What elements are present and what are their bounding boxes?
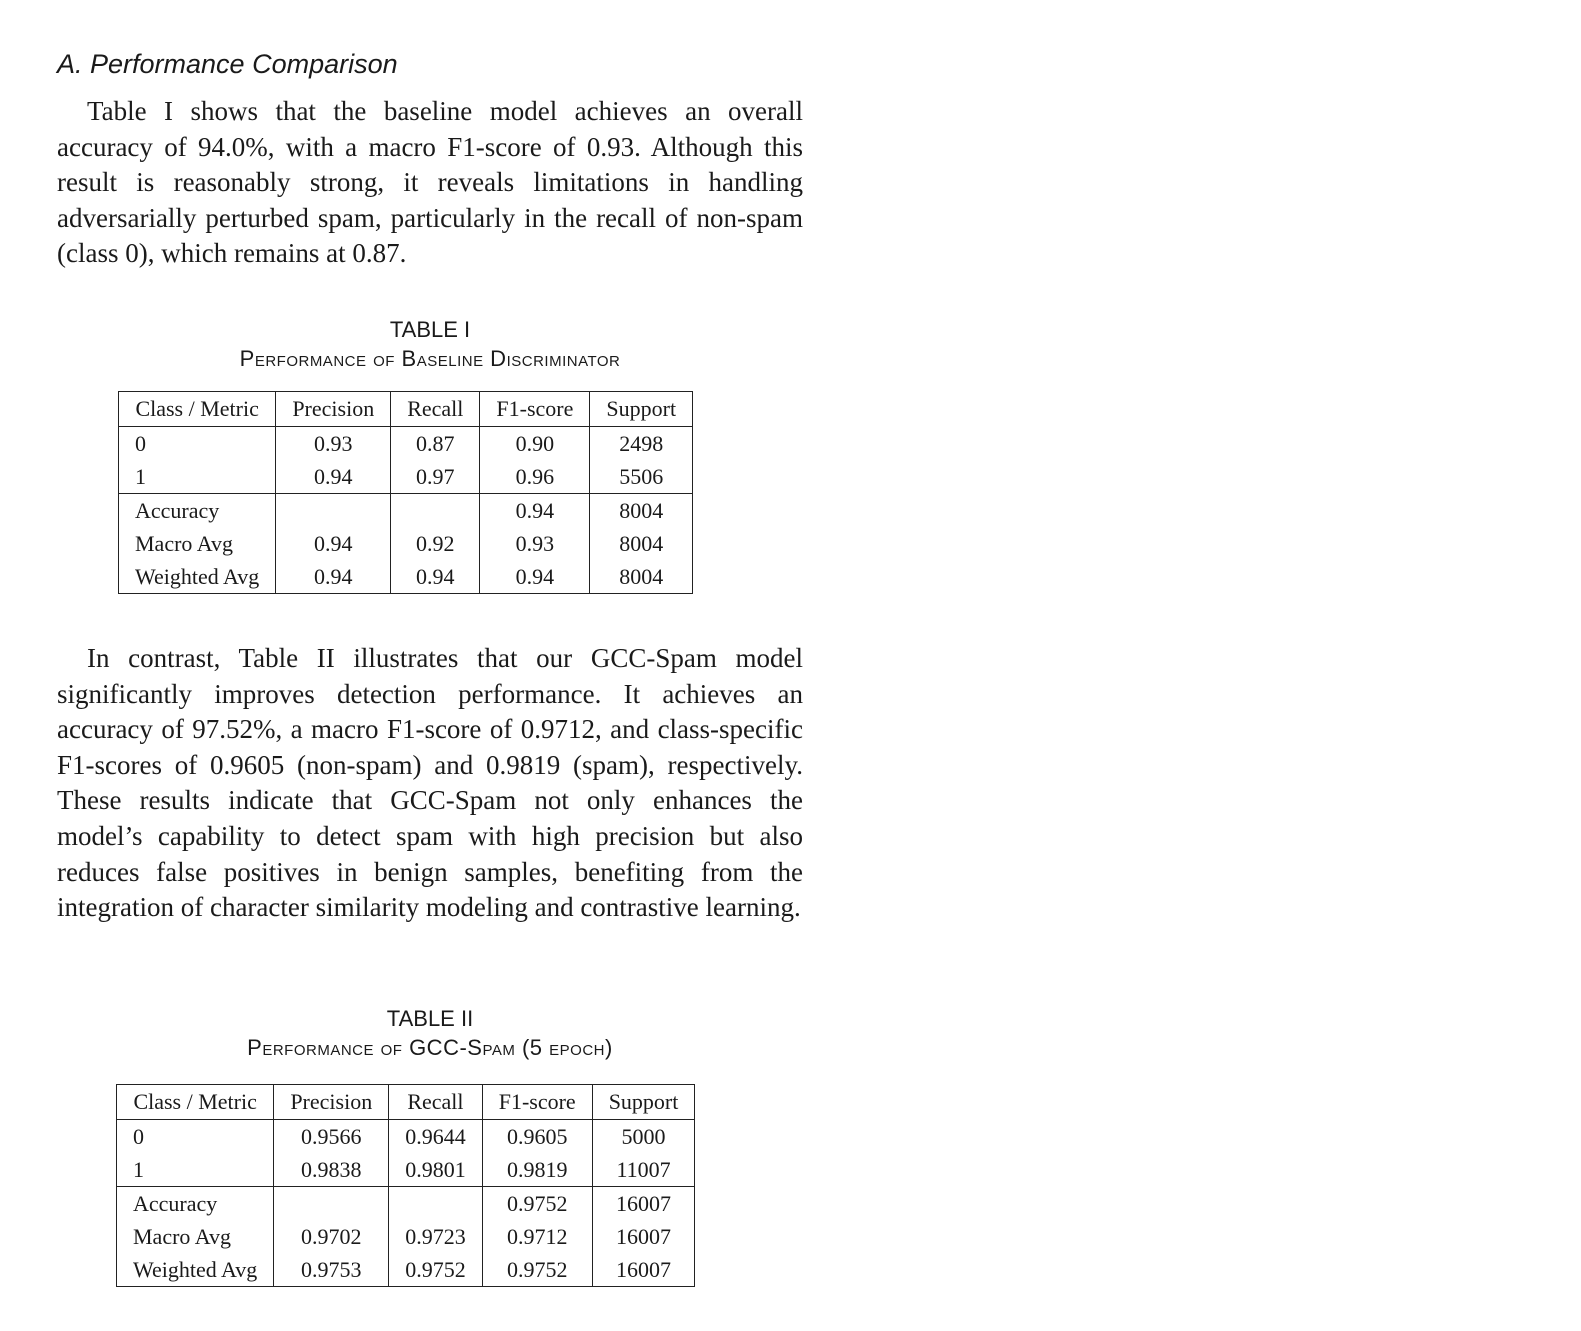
table-cell: 0.9702 (274, 1220, 389, 1253)
table-cell: 8004 (590, 560, 693, 594)
row-label: Accuracy (119, 494, 276, 528)
table-cell: 0.9644 (389, 1120, 483, 1154)
table-cell: 0.94 (391, 560, 480, 594)
table-row (117, 1253, 695, 1287)
table-cell: 8004 (590, 527, 693, 560)
table-row (119, 494, 693, 528)
table-cell: 0.9753 (274, 1253, 389, 1287)
table-cell: 0.9712 (482, 1220, 592, 1253)
table-2-number: TABLE II (386, 1006, 474, 1031)
row-label: 1 (119, 460, 276, 494)
table-cell: 0.9566 (274, 1120, 389, 1154)
row-label: Weighted Avg (119, 560, 276, 594)
table-2-caption (57, 1005, 803, 1063)
table-cell: 2498 (590, 427, 693, 461)
column-header: Support (590, 392, 693, 427)
column-header: Precision (274, 1085, 389, 1120)
table-cell: 0.94 (276, 560, 391, 594)
table-cell: 0.94 (276, 527, 391, 560)
column-header: F1-score (482, 1085, 592, 1120)
column-header: Class / Metric (117, 1085, 274, 1120)
table-header-row (117, 1085, 695, 1120)
table-cell: 0.94 (276, 460, 391, 494)
table-1-caption (57, 316, 803, 374)
table-row (119, 460, 693, 494)
table-cell (276, 494, 391, 528)
table-cell: 0.96 (480, 460, 590, 494)
row-label: Accuracy (117, 1187, 274, 1221)
table-cell: 0.94 (480, 494, 590, 528)
table-row (119, 560, 693, 594)
table-cell: 0.9752 (482, 1253, 592, 1287)
table-row (119, 527, 693, 560)
row-label: Weighted Avg (117, 1253, 274, 1287)
table-cell: 0.9752 (482, 1187, 592, 1221)
table-2-title: Performance of GCC-Spam (5 epoch) (247, 1035, 613, 1060)
table-1 (118, 391, 693, 594)
row-label: 0 (117, 1120, 274, 1154)
table-2 (116, 1084, 695, 1287)
table-cell (274, 1187, 389, 1221)
table-cell: 16007 (592, 1253, 695, 1287)
table-cell: 11007 (592, 1153, 695, 1187)
table-1-title: Performance of Baseline Discriminator (239, 346, 621, 371)
section-a-paragraph-2: In contrast, Table II illustrates that our GCC-Spam model significantly improves detection performance. It achieves an accuracy of 97.52%, a macro F1-score of 0.9712, and class-specific F1-scores of 0.9605 (non-spam) and 0.9819 (spam), respectively. These results indicate that GCC-Spam not only enhances the model’s capability to detect spam with high precision but also reduces false positives in benign samples, benefiting from the integration of character similarity modeling and contrastive learning. (57, 643, 803, 923)
table-1-number: TABLE I (389, 317, 471, 342)
table-cell: 0.9819 (482, 1153, 592, 1187)
row-label: Macro Avg (119, 527, 276, 560)
table-cell: 0.9838 (274, 1153, 389, 1187)
table-cell: 5000 (592, 1120, 695, 1154)
table-cell (389, 1187, 483, 1221)
table-cell: 5506 (590, 460, 693, 494)
column-header: Class / Metric (119, 392, 276, 427)
table-cell: 0.9723 (389, 1220, 483, 1253)
table-cell: 0.9801 (389, 1153, 483, 1187)
column-header: Recall (389, 1085, 483, 1120)
table-cell: 0.90 (480, 427, 590, 461)
column-header: Precision (276, 392, 391, 427)
table-cell: 0.97 (391, 460, 480, 494)
table-row (119, 427, 693, 461)
table-row (117, 1153, 695, 1187)
table-cell: 8004 (590, 494, 693, 528)
table-cell: 16007 (592, 1187, 695, 1221)
row-label: 1 (117, 1153, 274, 1187)
column-header: Recall (391, 392, 480, 427)
section-a-paragraph-1: Table I shows that the baseline model achieves an overall accuracy of 94.0%, with a macro F1-score of 0.93. Although this result is reasonably strong, it reveals limitations in handling adversarially perturbed spam, particularly in the recall of non-spam (class 0), which remains at 0.87. (57, 96, 803, 269)
table-cell: 0.87 (391, 427, 480, 461)
table-cell: 0.93 (276, 427, 391, 461)
table-cell: 0.9752 (389, 1253, 483, 1287)
section-a-heading: A. Performance Comparison (57, 49, 398, 79)
table-cell: 0.92 (391, 527, 480, 560)
row-label: Macro Avg (117, 1220, 274, 1253)
table-row (117, 1120, 695, 1154)
table-cell: 0.94 (480, 560, 590, 594)
table-header-row (119, 392, 693, 427)
column-header: F1-score (480, 392, 590, 427)
table-row (117, 1220, 695, 1253)
table-cell: 16007 (592, 1220, 695, 1253)
table-row (117, 1187, 695, 1221)
row-label: 0 (119, 427, 276, 461)
column-header: Support (592, 1085, 695, 1120)
table-cell: 0.9605 (482, 1120, 592, 1154)
table-cell: 0.93 (480, 527, 590, 560)
table-cell (391, 494, 480, 528)
